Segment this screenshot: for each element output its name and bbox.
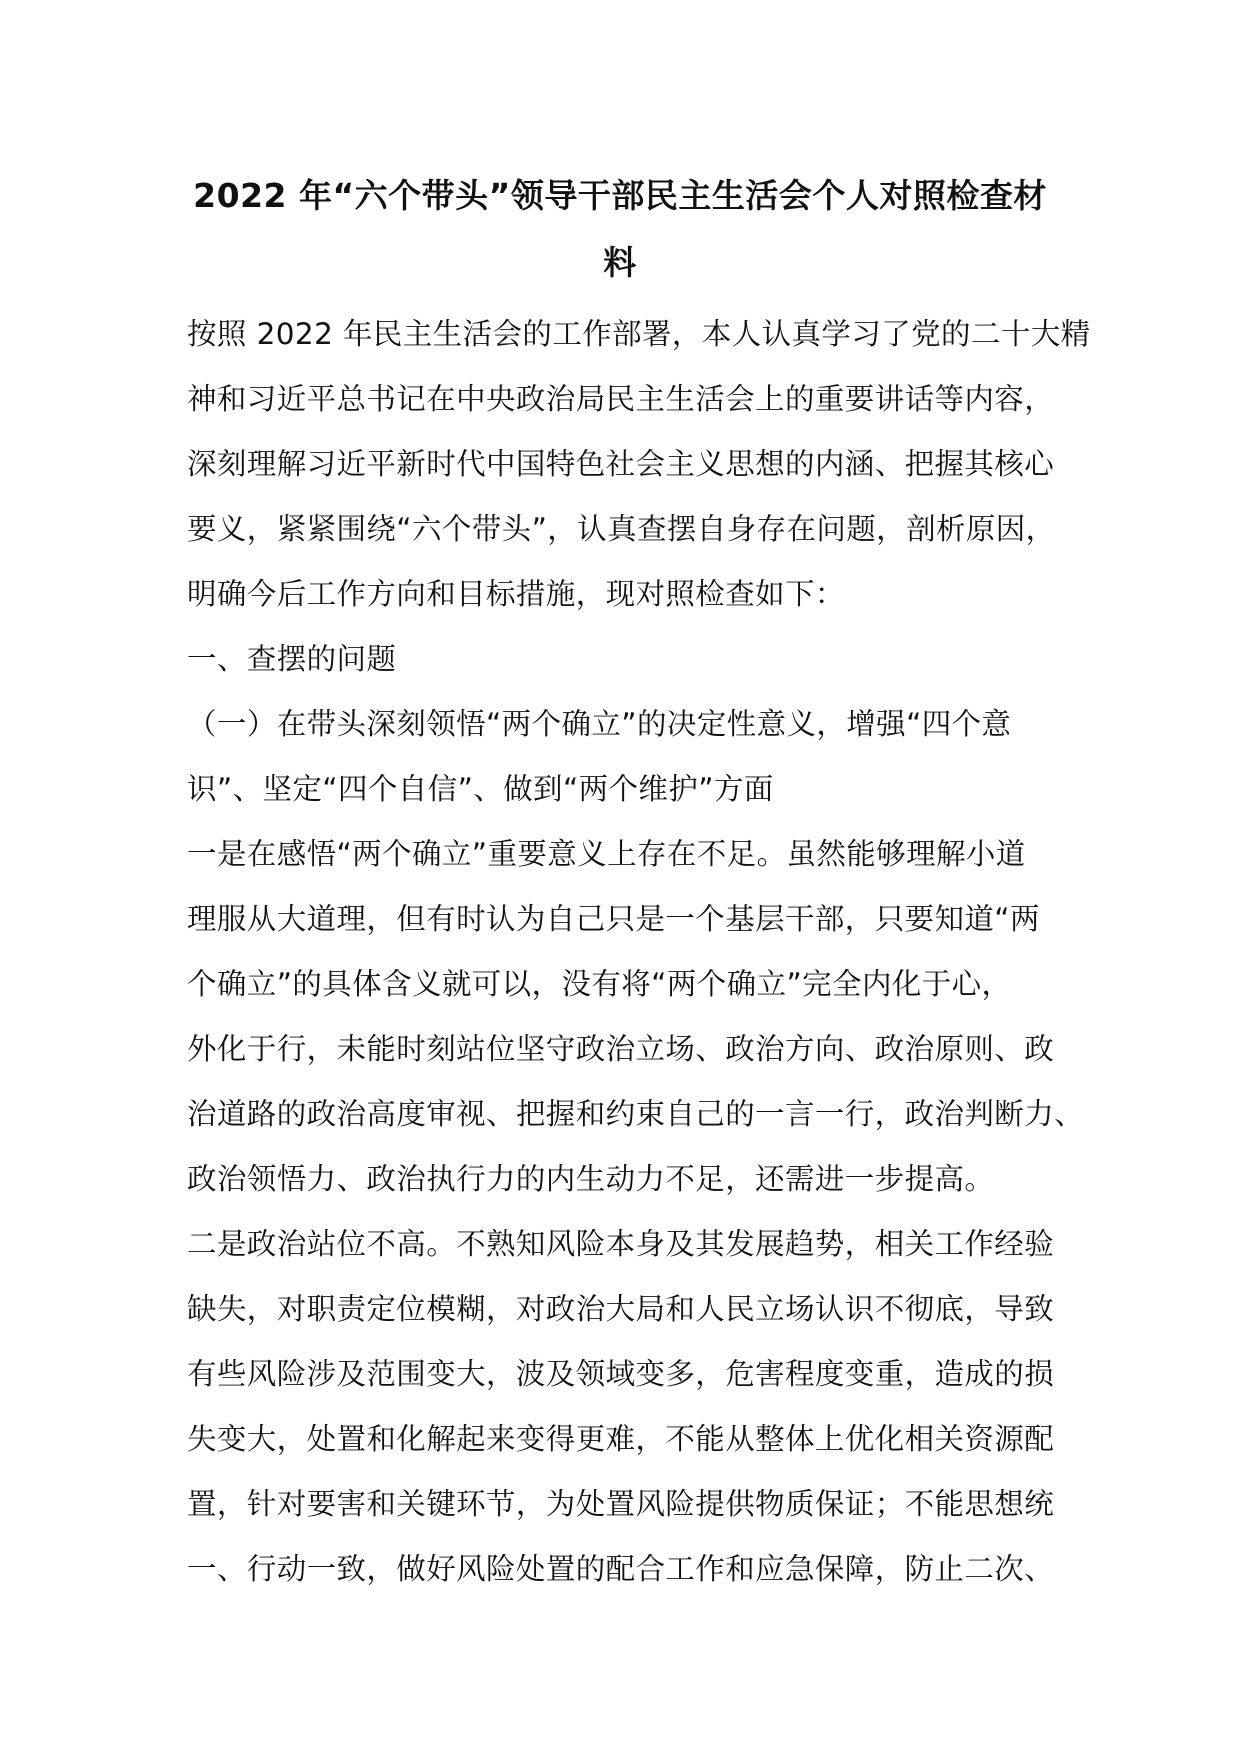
body-line: 缺失，对职责定位模糊，对政治大局和人民立场认识不彻底，导致 <box>187 1292 1055 1326</box>
subsection-heading: 识”、坚定“四个自信”、做到“两个维护”方面 <box>187 772 774 806</box>
body-line: 置，针对要害和关键环节，为处置风险提供物质保证；不能思想统 <box>187 1487 1055 1521</box>
title-line-2: 料 <box>603 243 637 282</box>
body-line: 一、行动一致，做好风险处置的配合工作和应急保障，防止二次、 <box>187 1552 1055 1586</box>
body-line: 失变大，处置和化解起来变得更难，不能从整体上优化相关资源配 <box>187 1422 1055 1456</box>
subsection-heading: （一）在带头深刻领悟“两个确立”的决定性意义，增强“四个意 <box>187 707 1012 741</box>
body-line: 治道路的政治高度审视、把握和约束自己的一言一行，政治判断力、 <box>187 1097 1085 1131</box>
body-line: 要义，紧紧围绕“六个带头”，认真查摆自身存在问题，剖析原因， <box>187 512 1056 546</box>
body-line: 一是在感悟“两个确立”重要意义上存在不足。虽然能够理解小道 <box>187 837 1026 871</box>
body-line: 明确今后工作方向和目标措施，现对照检查如下： <box>187 577 845 611</box>
document-body <box>187 302 1091 1602</box>
body-line: 政治领悟力、政治执行力的内生动力不足，还需进一步提高。 <box>187 1162 995 1196</box>
body-line: 外化于行，未能时刻站位坚守政治立场、政治方向、政治原则、政 <box>187 1032 1055 1066</box>
title-line-1: 2022 年“六个带头”领导干部民主生活会个人对照检查材 <box>193 176 1047 215</box>
document-title <box>150 162 1090 296</box>
body-line: 个确立”的具体含义就可以，没有将“两个确立”完全内化于心， <box>187 967 1012 1001</box>
section-heading: 一、查摆的问题 <box>187 642 397 676</box>
body-line: 二是政治站位不高。不熟知风险本身及其发展趋势，相关工作经验 <box>187 1227 1055 1261</box>
body-line: 神和习近平总书记在中央政治局民主生活会上的重要讲话等内容， <box>187 382 1055 416</box>
body-line: 按照 2022 年民主生活会的工作部署，本人认真学习了党的二十大精 <box>187 317 1091 351</box>
body-line: 理服从大道理，但有时认为自己只是一个基层干部，只要知道“两 <box>187 902 1040 936</box>
body-line: 有些风险涉及范围变大，波及领域变多，危害程度变重，造成的损 <box>187 1357 1055 1391</box>
body-line: 深刻理解习近平新时代中国特色社会主义思想的内涵、把握其核心 <box>187 447 1055 481</box>
